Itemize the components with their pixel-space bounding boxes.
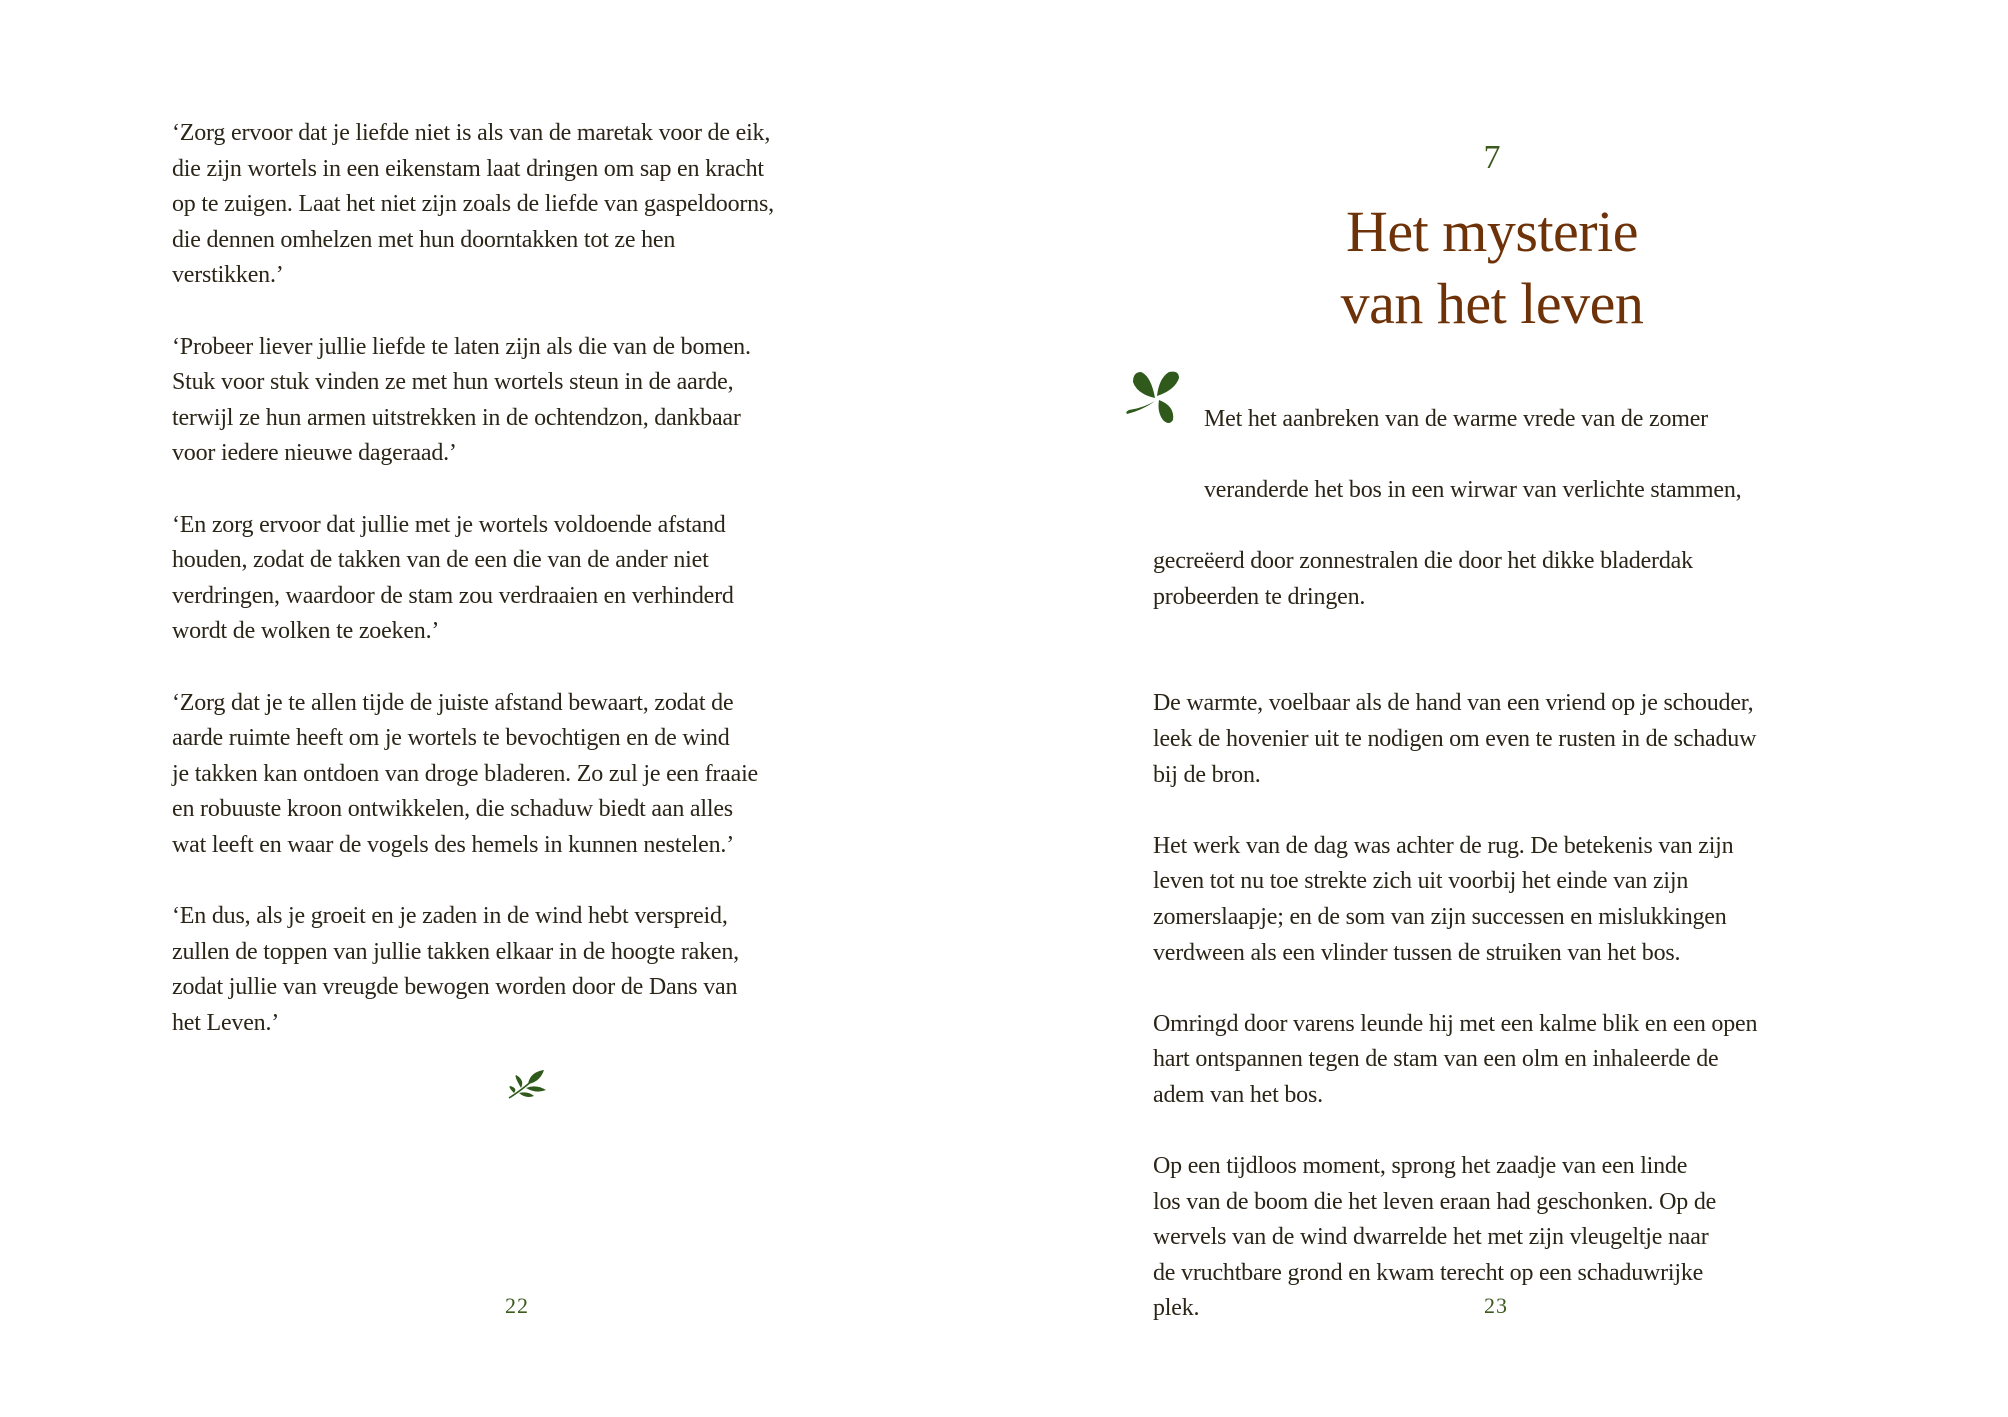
opening-rest: gecreëerd door zonnestralen die door het dikke bladerdak probeerden te dringen. [1153, 547, 1693, 610]
right-page [1004, 0, 2008, 1417]
opening-line-1: Met het aanbreken van de warme vrede van de zomer [1204, 405, 1708, 432]
paragraph: Het werk van de dag was achter de rug. De betekenis van zijn leven tot nu toe strekte zich uit voorbij het einde van zijn zomerslaapje; en de som van zijn successen en mislukkingen verdween als een vlinder tussen de struiken van het bos. [1153, 832, 1734, 966]
chapter-title [1004, 196, 1980, 340]
paragraph: ‘En dus, als je groeit en je zaden in de wind hebt verspreid, zullen de toppen van jullie takken elkaar in de hoogte raken, zodat jullie van vreugde bewogen worden door de Dans van het Leven.’ [172, 903, 739, 1036]
paragraph: ‘Probeer liever jullie liefde te laten zijn als die van de bomen. Stuk voor stuk vinden ze met hun wortels steun in de aarde, terwijl ze hun armen uitstrekken in de ochtendzon, dankbaar voor iedere nieuwe dageraad.’ [172, 333, 751, 467]
paragraph: ‘En zorg ervoor dat jullie met je wortels voldoende afstand houden, zodat de takken van de een die van de ander niet verdringen, waardoor de stam zou verdraaien en verhinderd wordt de wolken te zoeken.’ [172, 511, 734, 645]
page-number: 22 [505, 1293, 529, 1318]
paragraph: De warmte, voelbaar als de hand van een vriend op je schouder, leek de hovenier uit te nodigen om even te rusten in de schaduw bij de bron. [1153, 690, 1757, 788]
opening-paragraph [1153, 366, 1873, 651]
paragraph: Op een tijdloos moment, sprong het zaadje van een linde los van de boom die het leven eraan had geschonken. Op de wervels van de wind dwarrelde het met zijn vleugeltje naar de vruchtbare grond en kwam terecht op een schaduwrijke plek. [1153, 1153, 1717, 1322]
chapter-title-line-1: Het mysterie [1346, 199, 1638, 264]
paragraph: ‘Zorg dat je te allen tijde de juiste afstand bewaart, zodat de aarde ruimte heeft om je wortels te bevochtigen en de wind je takken kan ontdoen van droge bladeren. Zo zul je een fraaie en robuuste kroon ontwikkelen, die schaduw biedt aan alles wat leeft en waar de vogels des hemels in kunnen nestelen.’ [172, 689, 758, 858]
paragraph: Omringd door varens leunde hij met een kalme blik en een open hart ontspannen tegen de stam van een olm en inhaleerde de adem van het bos. [1153, 1010, 1758, 1108]
left-page-body [172, 116, 892, 1077]
right-page-body [1153, 366, 1873, 1363]
opening-line-2: veranderde het bos in een wirwar van verlichte stammen, [1204, 476, 1742, 503]
leaf-sprig-icon [506, 1068, 546, 1102]
chapter-number: 7 [1483, 139, 1501, 176]
page-number: 23 [1484, 1293, 1508, 1318]
chapter-title-line-2: van het leven [1340, 271, 1644, 336]
paragraph: ‘Zorg ervoor dat je liefde niet is als van de maretak voor de eik, die zijn wortels in een eikenstam laat dringen om sap en kracht op te zuigen. Laat het niet zijn zoals de liefde van gaspeldoorns, die dennen omhelzen met hun doorntakken tot ze hen verstikken.’ [172, 120, 774, 289]
